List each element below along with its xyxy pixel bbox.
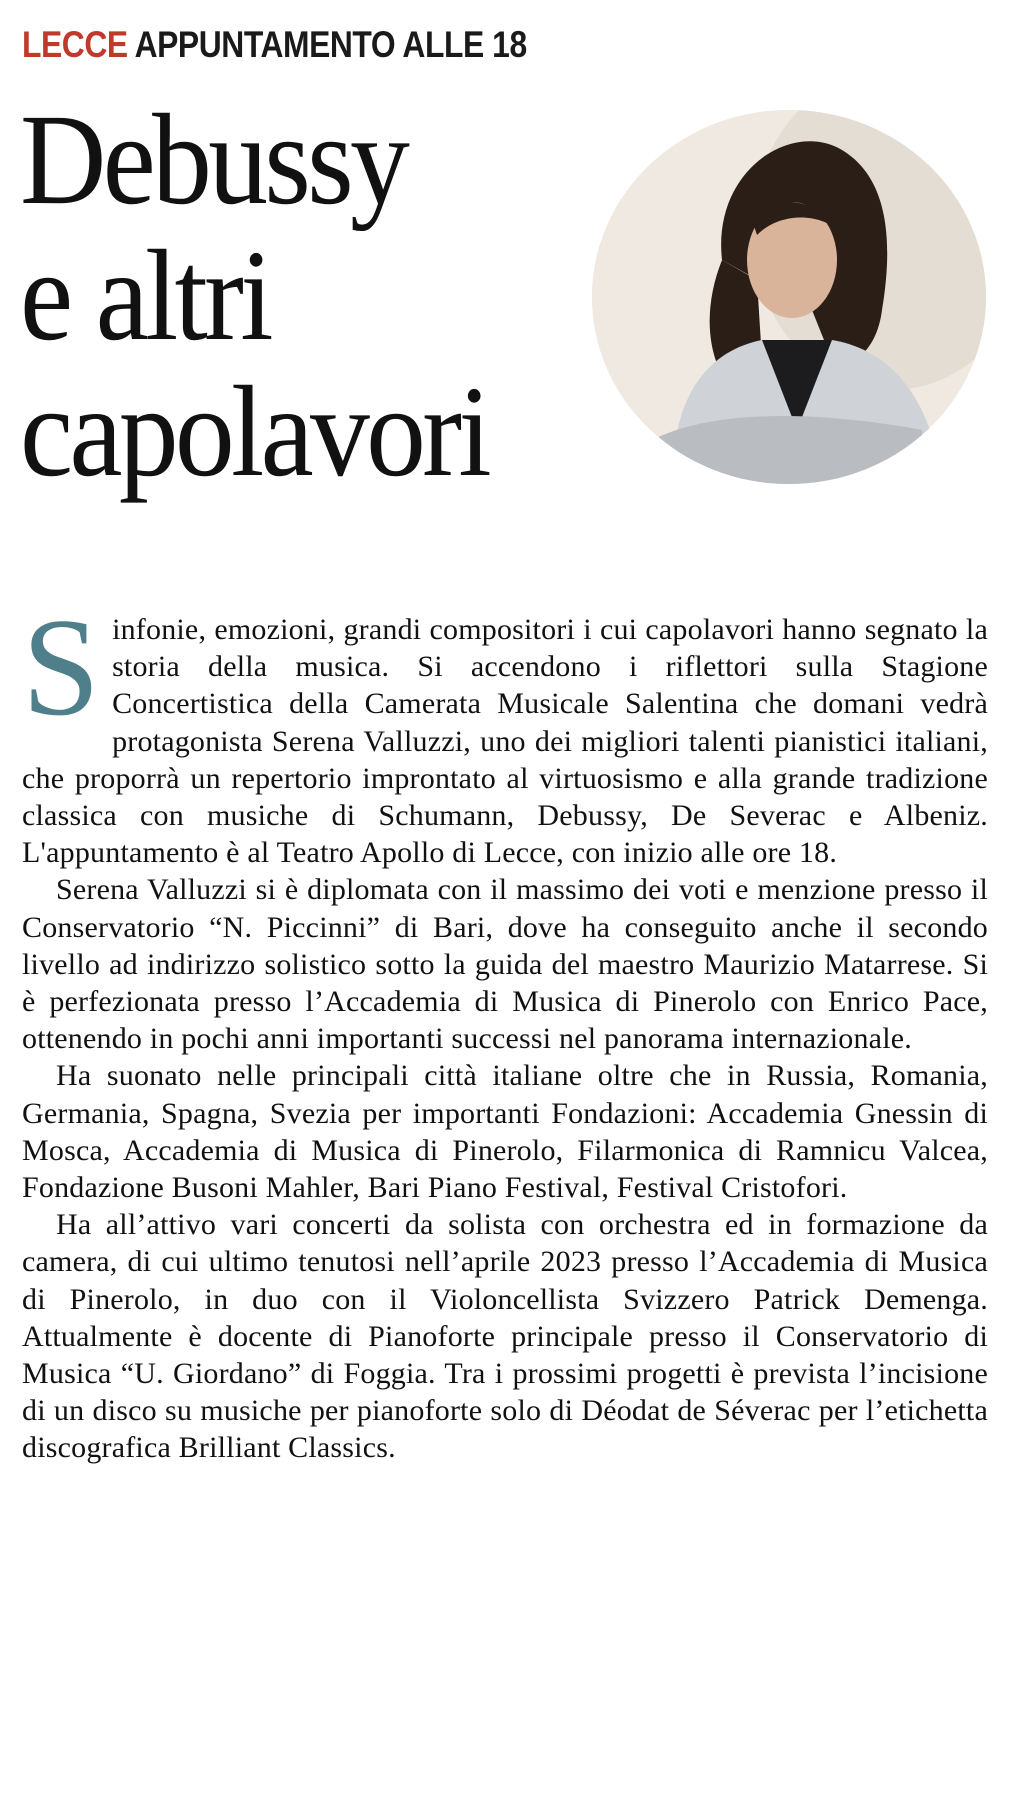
article-headline <box>20 88 535 504</box>
article-paragraph: Ha all’attivo vari concerti da solista con orchestra ed in formazione da camera, di cui ultimo tenutosi nell’aprile 2023 presso l’Accademia di Musica di Pinerolo, in duo con il Violoncellista Svizzero Patrick Demenga. Attualmente è docente di Pianoforte principale presso il Conservatorio di Musica “U. Giordano” di Foggia. Tra i prossimi progetti è prevista l’incisione di un disco su musiche per pianoforte solo di Déodat de Séverac per l’etichetta discografica Brilliant Classics. <box>22 1208 988 1465</box>
section-kicker <box>22 24 527 66</box>
headline-line-2: e altri <box>20 224 270 368</box>
headline-line-1: Debussy <box>20 88 407 232</box>
article-body <box>22 590 988 1467</box>
paragraph-text: infonie, emozioni, grandi compositori i cui capolavori hanno segnato la storia della musica. Si accendono i riflettori sulla Stagione Concertistica della Camerata Musicale Salentina che domani vedrà protagonista Serena Valluzzi, uno dei migliori talenti pianistici italiani, che proporrà un repertorio improntato al virtuosismo e alla grande tradizione classica con musiche di Schumann, Debussy, De Severac e Albeniz. L'appuntamento è al Teatro Apollo di Lecce, con inizio alle ore 18. <box>22 613 988 870</box>
article-paragraph: Serena Valluzzi si è diplomata con il massimo dei voti e menzione presso il Conservatorio “N. Piccinni” di Bari, dove ha conseguito anche il secondo livello ad indirizzo solistico sotto la guida del maestro Maurizio Matarrese. Si è perfezionata presso l’Accademia di Musica di Pinerolo con Enrico Pace, ottenendo in pochi anni importanti successi nel panorama internazionale. <box>22 873 988 1056</box>
article-paragraph <box>22 590 988 871</box>
kicker-city: LECCE <box>22 24 128 65</box>
article-paragraph: Ha suonato nelle principali città italiane oltre che in Russia, Romania, Germania, Spagna, Svezia per importanti Fondazioni: Accademia Gnessin di Mosca, Accademia di Musica di Pinerolo, Filarmonica di Ramnicu Valcea, Fondazione Busoni Mahler, Bari Piano Festival, Festival Cristofori. <box>22 1059 988 1205</box>
kicker-time: APPUNTAMENTO ALLE 18 <box>134 24 527 65</box>
drop-cap: S <box>22 590 101 745</box>
headline-line-3: capolavori <box>20 360 488 504</box>
pianist-portrait-photo <box>592 110 986 484</box>
